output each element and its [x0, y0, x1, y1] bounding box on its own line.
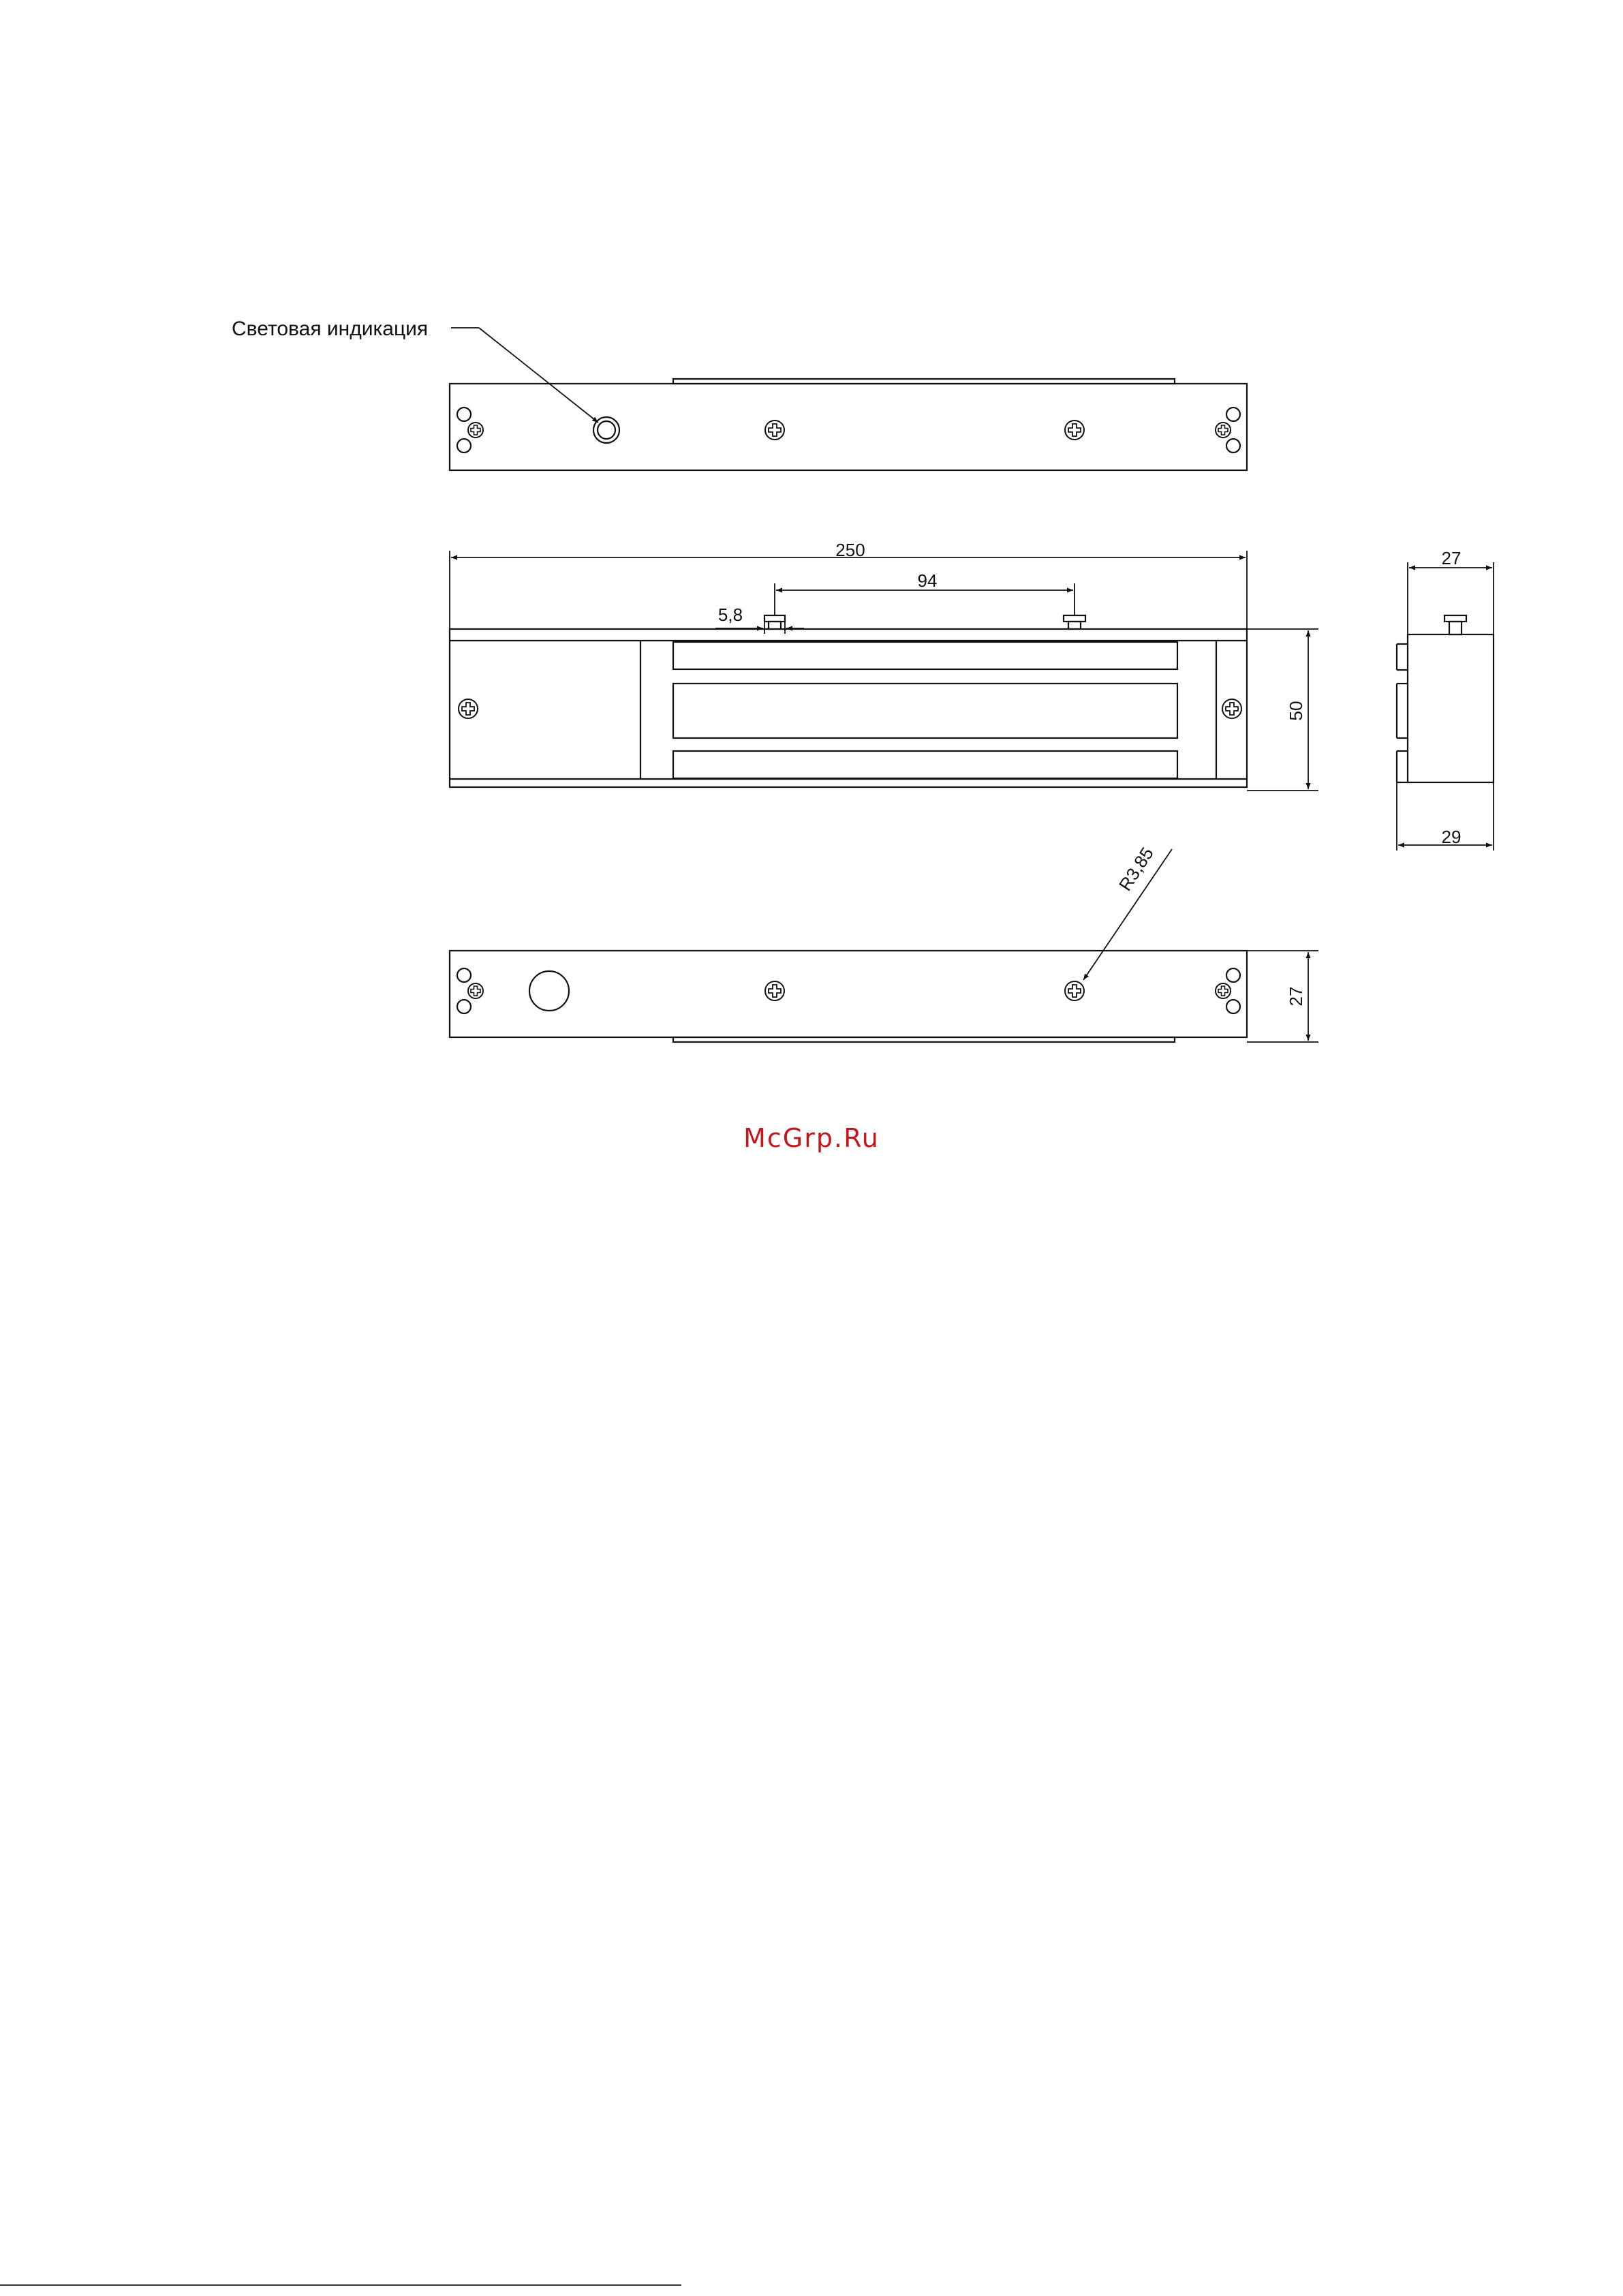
indicator-led-icon — [593, 417, 619, 443]
bottom-view — [450, 951, 1247, 1042]
screw-icon — [765, 981, 784, 1000]
screw-icon — [1065, 420, 1084, 440]
side-view — [1397, 615, 1494, 782]
indicator-callout-label: Световая индикация — [232, 318, 429, 340]
dim-hole-radius: R3,85 — [1114, 843, 1158, 895]
top-view — [450, 328, 1247, 470]
dim-mount-spacing: 94 — [917, 570, 938, 591]
dim-tab-width: 5,8 — [717, 604, 743, 625]
magnet-slot-middle — [673, 684, 1177, 738]
corner-holes-right — [1216, 968, 1240, 1013]
dim-side-width-top: 27 — [1441, 548, 1462, 568]
dimension-lines — [450, 551, 1494, 1042]
screw-icon — [1222, 699, 1241, 718]
footer-rule — [0, 2284, 681, 2286]
dim-side-width-bottom: 29 — [1441, 827, 1462, 847]
cable-hole — [529, 971, 569, 1011]
mount-tab-right — [1064, 615, 1085, 622]
corner-holes-left — [457, 968, 483, 1013]
corner-holes-right — [1216, 408, 1240, 453]
dim-length: 250 — [835, 540, 865, 560]
screw-icon — [765, 420, 784, 440]
dim-bottom-depth: 27 — [1286, 986, 1306, 1007]
watermark: McGrp.Ru — [743, 1123, 880, 1153]
screw-icon — [459, 699, 478, 718]
magnet-slot-bottom — [673, 751, 1177, 778]
front-view — [450, 615, 1247, 787]
dim-height: 50 — [1286, 701, 1306, 721]
screw-icon — [1065, 981, 1084, 1000]
mount-tab-left — [764, 615, 785, 622]
magnet-slot-top — [673, 642, 1177, 669]
corner-holes-left — [457, 408, 483, 453]
